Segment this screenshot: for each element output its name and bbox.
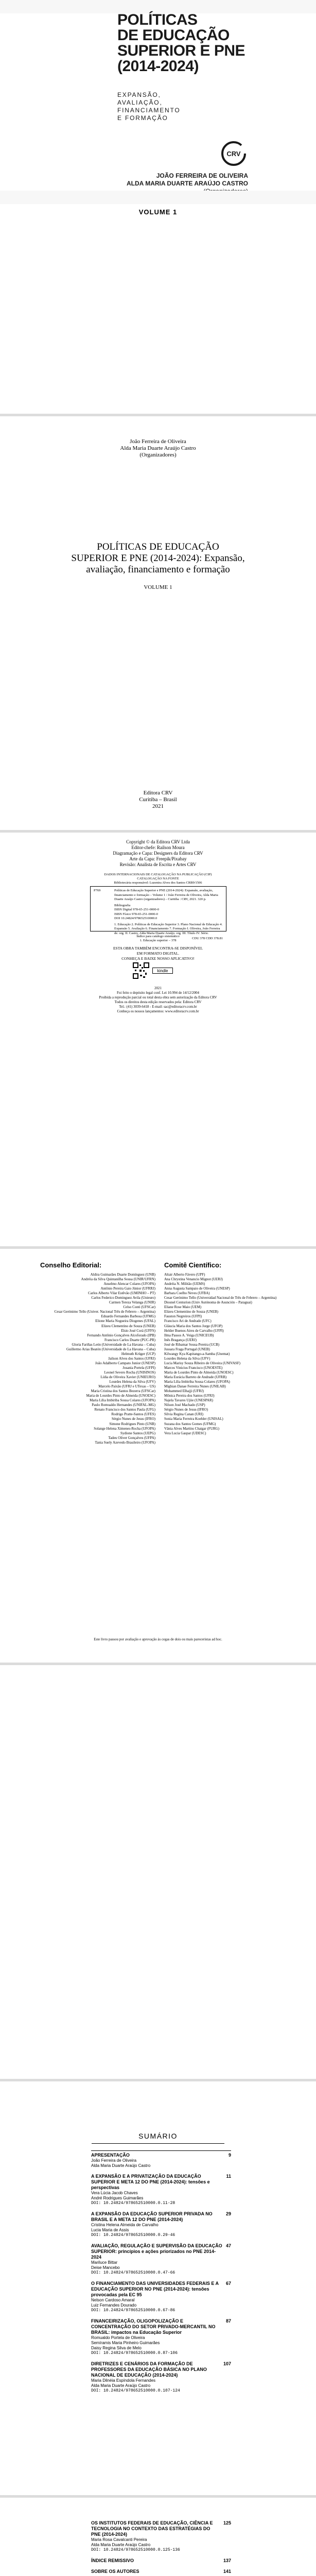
digital-notice [0,946,316,961]
council-member: Andréia N. Militão (UEMS) [164,1282,205,1286]
title-line: POLÍTICAS DE EDUCAÇÃO [97,541,219,552]
council-member: Paulo Romualdo Hernandes (UNIFAL-MG) [92,1403,155,1408]
footer-line: Conheça os nossos lançamentos: www.editoracrv.com.br [117,1009,199,1013]
council-member: Fauston Negreiros (UFPI) [164,1314,202,1319]
toc-entry[interactable] [91,2569,231,2574]
editorial-board-list [21,1273,155,1445]
toc-entry[interactable] [91,2243,231,2276]
ficha-heading-line: DADOS INTERNACIONAIS DE CATALOGAÇÃO NA PUBLICAÇÃO (CIP) [104,873,212,876]
council-member: Francisco Ari de Andrade (UFC) [164,1319,212,1324]
toc-entry-title: AVALIAÇÃO, REGULAÇÃO E SUPERVISÃO DA EDUCAÇÃO SUPERIOR: princípios e ações priorizados no PNE 2014-2024 [91,2243,222,2260]
toc-entry-doi: DOI: 10.24824/978652510000.0.11-28 [91,2201,175,2206]
toc-entry-doi: DOI: 10.24824/978652510000.0.67-86 [91,2308,175,2313]
council-member: Josania Portela (UFPI) [122,1365,155,1370]
council-member: Suzana dos Santos Gomes (UFMG) [164,1421,216,1426]
toc-entry-page: 9 [228,2153,231,2158]
credit-line: Revisão: Analista de Escrita e Artes CRV [119,862,197,867]
council-member: Tania Suely Azevedo Brasileiro (UFOPA) [95,1440,155,1445]
council-member: Diosnel Centurion (Univ Autónoma de Asunción – Paraguai) [164,1300,252,1305]
council-member: João Adalberto Campato Junior (UNESP) [95,1361,155,1365]
council-member: Lourdes Helena da Silva (UFV) [164,1356,210,1361]
council-member: Lucia Marisy Souza Ribeiro de Oliveira (UNIVASF) [164,1361,241,1365]
council-member: Andréia da Silva Quintanilha Sousa (UNIR/UFRN) [81,1277,155,1282]
copyright-line: Copyright © da Editora CRV Ltda [126,839,190,844]
council-member: Simone Rodrigues Pinto (UNB) [109,1421,155,1426]
council-member: Jailson Alves dos Santos (UFRJ) [108,1356,155,1361]
title-line: SUPERIOR E PNE (2014-2024): Expansão, [71,553,245,564]
blank-page [0,1665,316,2079]
council-member: Jussara Fraga Portugal (UNEB) [164,1347,210,1351]
council-member: Nilson José Machado (USP) [164,1403,205,1408]
council-member: Lourdes Helena da Silva (UFV) [109,1380,155,1384]
council-member: Marcelo Paixão (UFRJ e UTexas – US) [98,1384,155,1389]
ficha-subjects: 1. Educação 2. Políticas de Educação Superior 3. Plano Nacional de Educação 4. Expansão 5. Avaliação 6. Financiamento 7. Formação I. Oliveira, João Ferreira de. org. II. Castro, Alda Maria Duarte Araújo. org. III. Título IV. Série. [114,922,223,935]
council-member: Sonia Maria Ferreira Koehler (UNISAL) [164,1417,223,1421]
toc-entry-title: SOBRE OS AUTORES [91,2569,139,2574]
toc-entry-authors: Maria Rosa Cavalcanti Pereira Alda Maria Duarte Araújo Castro [91,2537,151,2547]
toc-entry-authors: Vera Lúcia Jacob Chaves André Rodrigues Guimarães [91,2191,144,2200]
toc-entry-page: 67 [225,2281,231,2286]
reserved-year: 2021 [154,986,162,990]
council-member: Marcos Vinicius Francisco (UNOESTE) [164,1365,223,1370]
council-member: Renato Francisco dos Santos Paula (UFG) [94,1408,155,1412]
council-member: Mônica Pereira dos Santos (UFRJ) [164,1394,215,1398]
kindle-badge[interactable]: kindle [152,968,173,974]
council-member: Míghian Danae Ferreira Nunes (UNILAB) [164,1384,226,1389]
cover-title-line: DE EDUCAÇÃO [117,27,230,44]
toc-entry-authors: Mariluce Bittar Deise Mancebo [91,2260,120,2270]
toc-entry-title-row [91,2318,231,2335]
qr-code-icon[interactable] [133,962,149,979]
toc-entry-page: 47 [225,2243,231,2248]
credit-line: Editor-chefe: Railson Moura [131,845,185,850]
credits-footer [0,986,316,1014]
cover-author: JOÃO FERREIRA DE OLIVEIRA [156,172,248,179]
council-member: Elizeu Clementino de Souza (UNEB) [164,1310,218,1314]
toc-entry-authors: Maria Dilnéia Espíndola Fernandes Alda Maria Duarte Araújo Castro [91,2378,155,2388]
council-member: José de Ribamar Sousa Pereira (UCB) [164,1342,220,1347]
council-member: Sérgio Nunes de Jesus (IFRO) [164,1408,208,1412]
council-member: Carmen Tereza Velanga (UNIR) [109,1300,155,1305]
sumario-page-continued [0,2498,316,2576]
sumario-rule [92,2143,224,2144]
peer-review-note: Este livro passou por avaliação e aprovação às cegas de dois ou mais pareceristas ad hoc. [94,1637,222,1641]
index-note: Índice para catálogo sistemático 1. Educação superior – 378 [136,935,180,942]
toc-entry-doi: DOI: 10.24824/978652510000.0.107-124 [91,2388,180,2393]
toc-entry-doi: DOI: 10.24824/978652510000.0.87-106 [91,2351,178,2355]
ficha-heading-line: CATALOGAÇÃO NA FONTE [137,877,179,880]
council-member: Kilwangy Kya Kapitango-a-Samba (Unemat) [164,1351,230,1356]
cover-subtitle-line: AVALIAÇÃO, [117,99,163,106]
council-member: Vânia Alves Martins Chaigar (FURG) [164,1426,219,1431]
title-page-title [0,541,316,575]
scientific-committee-list [164,1273,299,1436]
cover-title-line: POLÍTICAS [117,11,198,28]
toc-entry-page: 107 [223,2361,231,2366]
editor-line: Alda Maria Duarte Araújo Castro [120,445,196,451]
toc-entry[interactable] [91,2281,231,2313]
toc-entry-title: A EXPANSÃO E A PRIVATIZAÇÃO DA EDUCAÇÃO SUPERIOR E META 12 DO PNE (2014-2024): tensões e perspectivas [91,2174,210,2190]
toc-entry-title-row [91,2569,231,2574]
council-member: Maria Cristina dos Santos Bezerra (UFSCar) [91,1389,155,1394]
toc-entry[interactable] [91,2150,231,2168]
council-member: Helmuth Krüger (UCP) [121,1351,155,1356]
cover-subtitle [117,91,181,122]
ficha-cdd: CDU 378 CDD 378.81 [192,937,223,940]
toc-entry[interactable] [91,2520,231,2553]
toc-entry[interactable] [91,2318,231,2356]
title-page-volume: VOLUME 1 [144,584,172,590]
toc-list-continued [91,2520,231,2576]
council-member: Sérgio Nunes de Jesus (IFRO) [111,1417,155,1421]
council-member: Vera Lucia Gaspar (UDESC) [164,1431,206,1435]
council-member: Carlos Alberto Vilar Estêvão (UMINHO – PT) [88,1291,155,1296]
cover-volume: VOLUME 1 [138,208,178,216]
council-member: Maria Lília Imbiriba Sousa Colares (UFOPA) [90,1398,155,1403]
council-member: Guillermo Arias Beatón (Universidade de La Havana – Cuba) [66,1347,155,1351]
digital-notice-line: EM FORMATO DIGITAL. [136,951,180,956]
credit-line: Diagramação e Capa: Designers da Editora CRV [113,851,203,856]
imprint-line: 2021 [152,803,164,809]
ficha-heading-line: Bibliotecária responsável: Luzenira Alves dos Santos CRB9/1506 [114,881,202,885]
cover-subtitle-line: FINANCIAMENTO [117,107,181,114]
toc-entry-title: DIRETRIZES E CENÁRIOS DA FORMAÇÃO DE PROFESSORES DA EDUCAÇÃO BÁSICA NO PLANO NACIONAL DE EDUCAÇÃO (2014-2024) [91,2361,207,2378]
toc-entry-title-row [91,2281,231,2298]
council-member: Leonel Severo Rocha (UNISINOS) [104,1370,155,1375]
toc-entry-title: OS INSTITUTOS FEDERAIS DE EDUCAÇÃO, CIÊNCIA E TECNOLOGIA NO CONTEXTO DAS ESTRATÉGIAS DO PNE (2014-2024) [91,2520,213,2537]
council-member: Anselmo Alencar Colares (UFOPA) [103,1282,155,1286]
toc-entry-title-row [91,2153,231,2158]
council-member: Antônio Pereira Gaio Júnior (UFRRJ) [100,1286,155,1291]
title-line: avaliação, financiamento e formação [86,564,230,575]
publisher-logo-icon [220,140,247,167]
council-member: Fernando Antônio Gonçalves Alcoforado (IPB) [87,1333,155,1337]
council-member: Maria Eurácia Barreto de Andrade (UFRB) [164,1375,227,1380]
title-page-editors [0,438,316,459]
cover-title-line: SUPERIOR E PNE [117,42,245,59]
council-member: Eliane Rose Maio (UEM) [164,1305,202,1310]
toc-entry-title-row [91,2243,231,2260]
credits-page [0,833,316,1246]
toc-entry[interactable] [91,2174,231,2206]
cover-title-line: (2014-2024) [117,58,199,75]
sumario-page [0,2081,316,2495]
cover-bottom-band [0,191,316,204]
council-member: Helder Buenos Aires de Carvalho (UFPI) [164,1328,224,1333]
council-member: Francisco Carlos Duarte (PUC-PR) [104,1337,155,1342]
editor-line: (Organizadores) [139,452,177,458]
imprint-line: Editora CRV [143,790,173,796]
toc-entry-title: FINANCEIRIZAÇÃO, OLIGOPOLIZAÇÃO E CONCENTRAÇÃO DO SETOR PRIVADO-MERCANTIL NO BRASIL: impactos na Educação Superior [91,2318,216,2335]
toc-entry-page: 141 [223,2569,231,2574]
council-member: Sydione Santos (UEPG) [120,1431,155,1435]
council-member: Elizeu Clementino de Souza (UNEB) [101,1324,155,1328]
toc-entry-title-row [91,2558,231,2564]
council-member: Celso Conti (UFSCar) [123,1305,155,1310]
council-member: Carlos Federico Dominguez Avila (Unieuro) [91,1296,155,1300]
editorial-board-heading: Conselho Editorial: [40,1261,102,1269]
toc-entry-title: O FINANCIAMENTO DAS UNIVERSIDADES FEDERAIS E A EDUCAÇÃO SUPERIOR NO PNE (2014-2024): tensões provocadas pela EC 95 [91,2281,219,2297]
imprint-line: Curitiba – Brasil [139,796,177,803]
council-member: Silvia Regina Canan (URI) [164,1412,204,1417]
cover-author: ALDA MARIA DUARTE ARAÚJO CASTRO [127,180,248,187]
council-member: Barbara Coelho Neves (UFBA) [164,1291,210,1296]
credits-block [0,839,316,868]
council-member: Ana Chrystina Venancio Mignot (UERJ) [164,1277,223,1282]
toc-entry-authors: João Ferreira de Oliveira Alda Maria Duarte Araújo Castro [91,2158,151,2168]
toc-entry-title: A EXPANSÃO DA EDUCAÇÃO SUPERIOR PRIVADA NO BRASIL E A META 12 DO PNE (2014-2024) [91,2211,213,2222]
toc-entry-page: 11 [226,2174,231,2179]
toc-entry-page: 137 [223,2558,231,2563]
council-member: Rodrigo Pratte-Santos (UFES) [111,1412,155,1417]
ficha-isbn: Bibliografia ISBN Digital 978-65-251-0000-0 ISBN Físico 978-65-251-0000-0 DOI 10.24824/978652510000.0 [114,903,160,920]
digital-notice-line: CONHEÇA E BAIXE NOSSO APLICATIVO! [121,956,195,961]
toc-entry[interactable] [91,2558,231,2564]
toc-entry-title-row [91,2211,231,2223]
toc-entry-authors: Nelson Cardoso Amaral Luiz Fernandes Dourado [91,2298,137,2308]
council-member: Aldira Guimarães Duarte Domínguez (UNB) [90,1273,155,1277]
publisher-logo-text: CRV [226,150,241,158]
council-member: Cesar Gerónimo Tello (Universidad Nacional de Três de Febrero – Argentina) [164,1296,277,1300]
editor-line: João Ferreira de Oliveira [130,438,186,445]
council-member: Maria de Lourdes Pinto de Almeida (UNOESC) [164,1370,234,1375]
council-member: Eduardo Fernandes Barbosa (UFMG) [101,1314,155,1319]
council-page [0,1249,316,1663]
council-member: Solange Helena Ximenes-Rocha (UFOPA) [94,1426,155,1431]
toc-entry[interactable] [91,2361,231,2394]
title-page-imprint [0,790,316,810]
council-member: Mohammed Elhajji (UFRJ) [164,1389,204,1394]
cover-subtitle-line: EXPANSÃO, [117,91,161,98]
digital-notice-line: ESTA OBRA TAMBÉM ENCONTRA-SE DISPONÍVEL [113,946,203,951]
council-member: Elione Maria Nogueira Diogenes (UFAL) [95,1319,155,1324]
toc-entry-doi: DOI: 10.24824/978652510000.0.29-46 [91,2233,175,2238]
council-member: Altair Alberto Fávero (UPF) [164,1273,205,1277]
council-member: Gloria Fariñas León (Universidade de La Havana – Cuba) [72,1342,155,1347]
council-member: Maria de Lourdes Pinto de Almeida (UNOESC) [86,1394,155,1398]
toc-list [91,2150,231,2399]
toc-entry-authors: Cristina Helena Almeida de Carvalho Lucia Maria de Assis [91,2223,159,2232]
toc-entry-title: APRESENTAÇÃO [91,2153,130,2158]
toc-entry-doi: DOI: 10.24824/978652510000.0.47-66 [91,2270,175,2275]
ficha-code: P769 [94,889,101,892]
scientific-committee-heading: Comitê Científico: [164,1261,222,1269]
cover-page [0,0,316,414]
council-member: Inês Bragança (UERJ) [164,1337,197,1342]
council-member: Najela Tavares Ujiie (UNESPAR) [164,1398,213,1403]
cover-subtitle-line: E FORMAÇÃO [117,114,168,122]
footer-line: Foi feito o depósito legal conf. Lei 10.994 de 14/12/2004 [116,991,199,995]
council-member: Ilma Passos A. Veiga (UNICEUB) [164,1333,214,1337]
council-member: Lídia de Oliveira Xavier (UNIEURO) [100,1375,155,1380]
sumario-title: SUMÁRIO [138,2132,178,2140]
council-member: Gláucia Maria dos Santos Jorge (UFOP) [164,1324,223,1328]
toc-entry-page: 29 [225,2211,231,2216]
toc-entry-page: 125 [223,2520,231,2526]
toc-entry-title-row [91,2520,231,2537]
footer-line: Tel.: (41) 3039-6418 - E-mail: sac@editoracrv.com.br [119,1005,197,1009]
footer-line: Proibida a reprodução parcial ou total desta obra sem autorização da Editora CRV [99,995,217,999]
toc-entry-authors: Romualdo Portela de Oliveira Semíramis Maria Pinheiro Guimarães Daisy Regina Silva de Melo [91,2335,160,2350]
council-member: Anna Augusta Sampaio de Oliveira (UNESP) [164,1286,230,1291]
toc-entry-doi: DOI: 10.24824/978652510000.0.125-136 [91,2548,180,2552]
council-member: Maria Lília Imbiriba Sousa Colares (UFOPA) [164,1380,230,1384]
toc-entry-page: 87 [225,2318,231,2324]
cover-title [117,11,245,75]
footer-line: Todos os direitos desta edição reservados pela: Editora CRV [114,1000,202,1004]
toc-entry-title: ÍNDICE REMISSIVO [91,2558,134,2563]
toc-entry[interactable] [91,2211,231,2238]
council-member: Élsio José Corá (UFFS) [121,1328,155,1333]
toc-entry-title-row [91,2174,231,2191]
toc-entry-title-row [91,2361,231,2378]
title-page [0,416,316,830]
credit-line: Arte da Capa: Freepik/Pixabay [129,856,187,861]
council-member: Tadeu Oliver Gonçalves (UFPA) [108,1435,155,1440]
ficha-text: Políticas de Educação Superior e PNE (2014-2024): Expansão, avaliação, financiamento e formação – Volume 1 / João Ferreira de Oliveira, Alda Maria Duarte Araújo Castro (organizadores) – Curitiba : CRV, 2021. 320 p. [114,889,218,901]
council-member: Cesar Gerónimo Tello (Univer. Nacional Três de Febrero – Argentina) [54,1310,155,1314]
ficha-heading [0,873,316,885]
